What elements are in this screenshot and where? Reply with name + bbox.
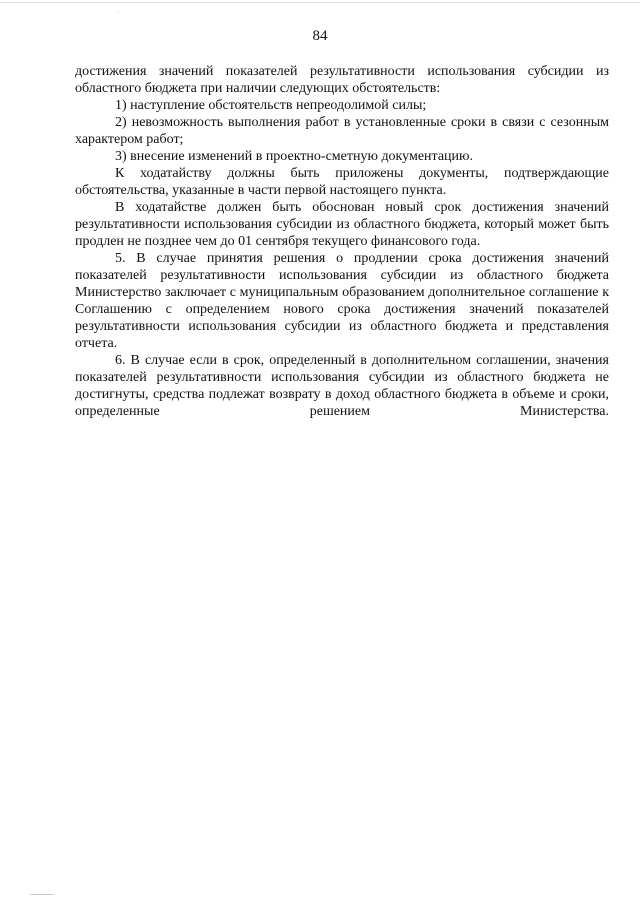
document-body xyxy=(75,63,609,420)
paragraph-attached-documents: К ходатайству должны быть приложены документы, подтверждающие обстоятельства, указанные в части первой настоящего пункта. xyxy=(75,166,609,198)
paragraph-clause-6: 6. В случае если в срок, определенный в дополнительном соглашении, значения показателей результативности использования субсидии из областного бюджета не достигнуты, средства подлежат возврату в доход областного бюджета в объеме и сроки, определенные решением Министерства. xyxy=(75,353,609,419)
list-item-design-changes: 3) внесение изменений в проектно-сметную документацию. xyxy=(115,149,473,164)
scan-speck xyxy=(30,894,54,895)
page-number: 84 xyxy=(312,28,328,44)
scan-top-edge xyxy=(0,2,640,3)
paragraph-clause-5: 5. В случае принятия решения о продлении срока достижения значений показателей результативности использования субсидии из областного бюджета Министерство заключает с муниципальным образованием дополнительное соглашение к Соглашению с определением нового срока достижения значений показателей результативности использования субсидии из областного бюджета и представления отчета. xyxy=(75,251,609,351)
paragraph-new-deadline: В ходатайстве должен быть обоснован новый срок достижения значений результативности использования субсидии из областного бюджета, который может быть продлен не позднее чем до 01 сентября текущего финансового года. xyxy=(75,200,609,249)
list-item-seasonal-works: 2) невозможность выполнения работ в установленные сроки в связи с сезонным характером работ; xyxy=(75,115,609,147)
list-item-force-majeure: 1) наступление обстоятельств непреодолимой силы; xyxy=(115,98,427,113)
paragraph-continuation: достижения значений показателей результативности использования субсидии из областного бюджета при наличии следующих обстоятельств: xyxy=(75,64,609,96)
scan-speck xyxy=(118,12,119,13)
